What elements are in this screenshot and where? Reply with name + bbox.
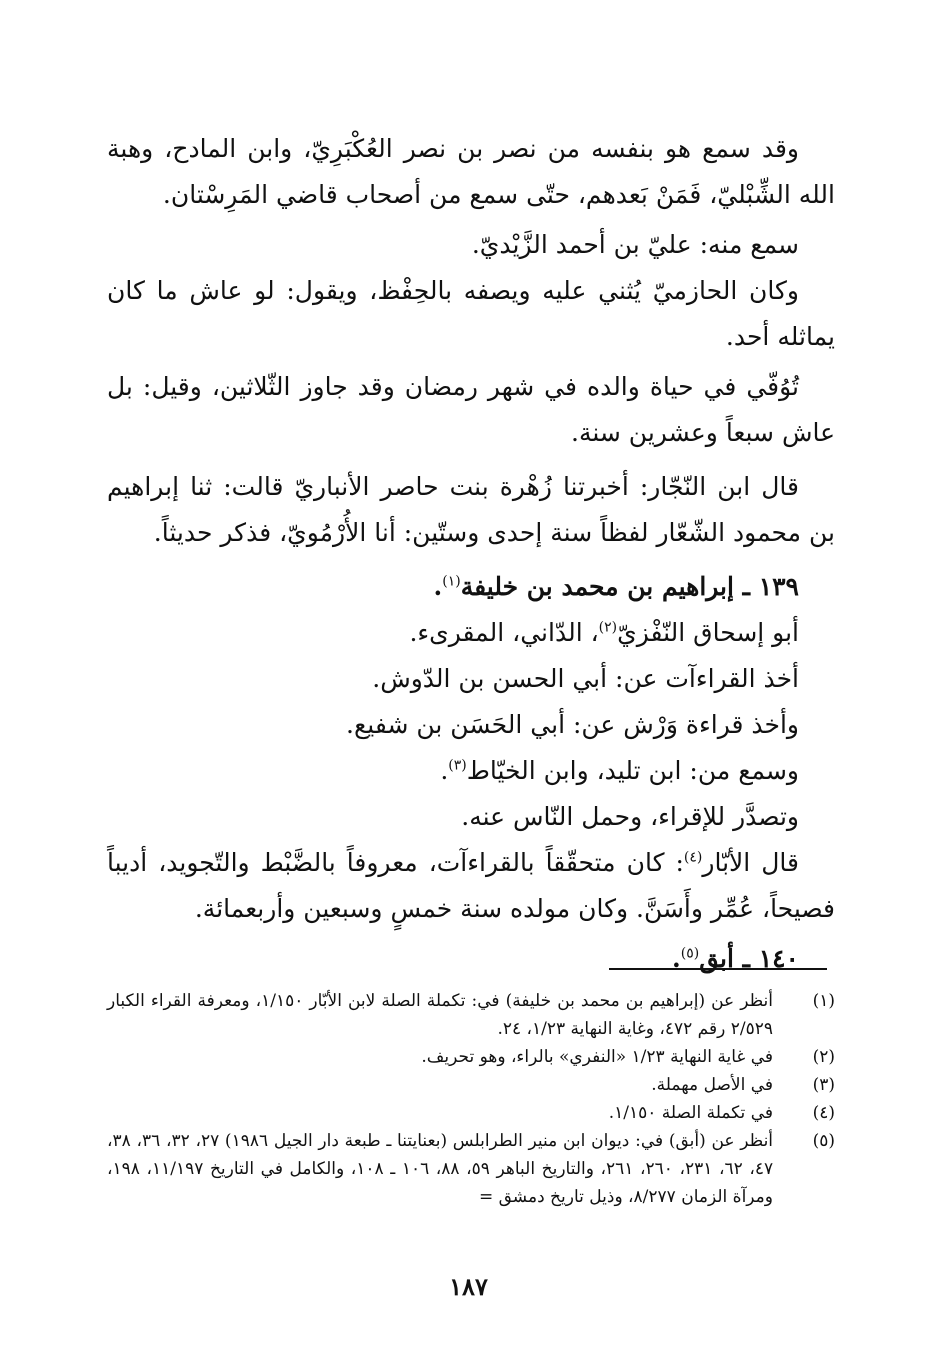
footnote-number: (٥) bbox=[812, 1131, 835, 1151]
footnote-2 bbox=[107, 1043, 835, 1071]
paragraph-1: وقد سمع هو بنفسه من نصر بن نصر العُكْبَرِيّ، وابن المادح، وهبة الله الشِّبْليّ، فَمَنْ بَعدهم، حتّى سمع من أصحاب قاضي المَرِسْتان. bbox=[107, 134, 835, 209]
footnote-number: (١) bbox=[812, 991, 835, 1011]
footnote-text: أنظر عن (إبراهيم بن محمد بن خليفة) في: تكملة الصلة لابن الأبّار ١/١٥٠، ومعرفة القراء الكبار ٢/٥٢٩ رقم ٤٧٢، وغاية النهاية ١/٢٣، ٢٤. bbox=[107, 991, 773, 1039]
footnote-ref-3: (٣) bbox=[448, 757, 467, 774]
entry-139-title bbox=[107, 564, 835, 610]
footnote-ref-1: (١) bbox=[442, 573, 461, 590]
paragraph-death: تُوُفّي في حياة والده في شهر رمضان وقد جاوز الثّلاثين، وقيل: بل عاش سبعاً وعشرين سنة. bbox=[107, 372, 835, 447]
paragraph-ibn-najjar: قال ابن النّجّار: أخبرتنا زُهْرة بنت حاصر الأنباريّ قالت: ثنا إبراهيم بن محمود الشّعّار لفظاً سنة إحدى وستّين: أنا الأُرْمُويّ، فذكر حديثاً. bbox=[107, 472, 835, 547]
entry-139-line-5-b: : كان متحقّقاً بالقراءآت، معروفاً بالضَّبْط والتّجويد، أديباً فصيحاً، عُمِّر وأَسَنَّ. وكان مولده سنة خمسٍ وسبعين وأربعمائة. bbox=[107, 848, 835, 923]
footnote-separator bbox=[609, 968, 827, 970]
footnote-ref-5: (٥) bbox=[680, 945, 700, 962]
entry-139-kunya-b: ، الدّاني، المقرىء. bbox=[409, 618, 599, 647]
entry-140-title bbox=[107, 936, 835, 982]
entry-139-line-5-a: قال الأبّار bbox=[702, 848, 799, 877]
paragraph-heard-from-him: سمع منه: عليّ بن أحمد الزَّيْديّ. bbox=[471, 230, 799, 259]
footnote-text: في الأصل مهملة. bbox=[651, 1075, 773, 1095]
entry-139-line-3 bbox=[107, 748, 835, 794]
entry-140-title-end: . bbox=[672, 944, 681, 973]
entry-139-kunya bbox=[107, 610, 835, 656]
main-text bbox=[107, 126, 835, 982]
footnote-ref-2: (٢) bbox=[598, 619, 618, 636]
page-number: ١٨٧ bbox=[449, 1272, 488, 1301]
footnote-ref-4: (٤) bbox=[683, 849, 703, 866]
footnotes bbox=[107, 987, 835, 1211]
entry-139-line-4: وتصدَّر للإقراء، وحمل النّاس عنه. bbox=[461, 802, 799, 831]
footnote-text: في تكملة الصلة ١/١٥٠. bbox=[608, 1103, 773, 1123]
entry-139-title-text: ١٣٩ ـ إبراهيم بن محمد بن خليفة bbox=[460, 572, 799, 601]
paragraph-hazimi-praise: وكان الحازميّ يُثني عليه ويصفه بالحِفْظ، ويقول: لو عاش ما كان يماثله أحد. bbox=[107, 276, 835, 351]
entry-139-line-1: أخذ القراءآت عن: أبي الحسن بن الدّوش. bbox=[372, 664, 799, 693]
entry-139-line-3-a: وسمع من: ابن تليد، وابن الخيّاط bbox=[466, 756, 799, 785]
footnote-text: أنظر عن (أبق) في: ديوان ابن منير الطرابلس (بعنايتنا ـ طبعة دار الجيل ١٩٨٦) ٢٧، ٣٢، ٣٦، ٣٨، ٤٧، ٦٢، ٢٣١، ٢٦٠، ٢٦١، والتاريخ الباهر ٥٩، ٨٨، ١٠٦ ـ ١٠٨، والكامل في التاريخ ١١/١٩٧، ١٩٨، ومرآة الزمان ٨/٢٧٧، وذيل تاريخ دمشق = bbox=[107, 1131, 774, 1207]
entry-140-title-text: ١٤٠ ـ أبق bbox=[699, 944, 799, 973]
footnote-1 bbox=[107, 987, 835, 1043]
footnote-3 bbox=[107, 1071, 835, 1099]
entry-139-line-3-b: . bbox=[440, 756, 449, 785]
entry-139-title-end: . bbox=[433, 572, 443, 601]
footnote-number: (٣) bbox=[812, 1075, 835, 1095]
entry-139-line-2: وأخذ قراءة وَرْش عن: أبي الحَسَن بن شفيع. bbox=[346, 710, 799, 739]
footnote-number: (٢) bbox=[812, 1047, 835, 1067]
footnote-4 bbox=[107, 1099, 835, 1127]
footnote-text: في غاية النهاية ١/٢٣ «النفري» بالراء، وهو تحريف. bbox=[421, 1047, 773, 1067]
footnote-5 bbox=[107, 1127, 835, 1211]
entry-139-kunya-a: أبو إسحاق النّفْزيّ bbox=[617, 618, 799, 647]
entry-139-line-5 bbox=[107, 840, 835, 932]
footnote-number: (٤) bbox=[812, 1103, 835, 1123]
